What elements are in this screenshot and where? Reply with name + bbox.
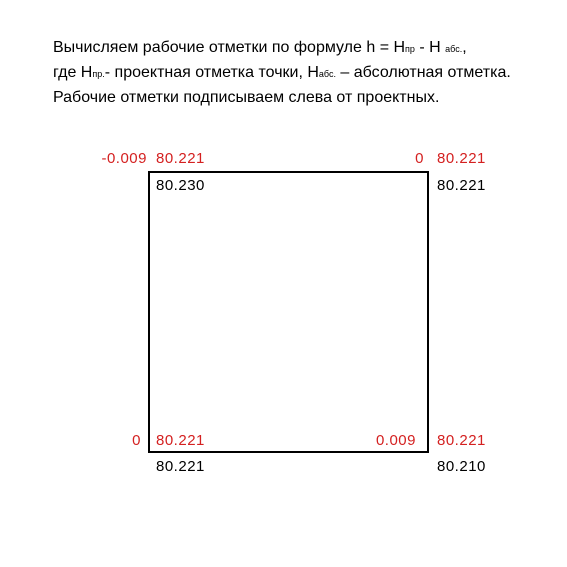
- bottom-right-working-mark: 0.009: [375, 432, 416, 449]
- top-left-working-mark: -0.009: [101, 150, 147, 167]
- top-right-working-mark: 0: [415, 150, 424, 167]
- formula-description: [53, 36, 523, 110]
- subscript-abs: абс.: [445, 44, 463, 54]
- intro-text-6: – абсолютная отметка. Рабочие отметки подписываем слева от проектных.: [53, 64, 511, 106]
- bottom-left-working-mark: 0: [132, 432, 141, 449]
- intro-text-1: Вычисляем рабочие отметки по формуле h = H: [53, 39, 406, 56]
- bottom-left-design-mark: 80.221: [156, 432, 205, 449]
- intro-text-4: где H: [53, 64, 93, 81]
- top-left-design-mark: 80.221: [156, 150, 205, 167]
- bottom-right-actual-mark: 80.210: [437, 458, 486, 475]
- top-right-design-mark: 80.221: [437, 150, 486, 167]
- grid-square: [148, 171, 429, 453]
- top-left-actual-mark: 80.230: [156, 177, 205, 194]
- intro-text-3: ,: [462, 39, 467, 56]
- bottom-right-design-mark: 80.221: [437, 432, 486, 449]
- bottom-left-actual-mark: 80.221: [156, 458, 205, 475]
- intro-text-2: - H: [414, 39, 446, 56]
- top-right-actual-mark: 80.221: [437, 177, 486, 194]
- subscript-pr: пр: [405, 44, 415, 54]
- subscript-abs-2: абс.: [318, 69, 336, 79]
- intro-text-5: - проектная отметка точки, H: [104, 64, 319, 81]
- subscript-pr-2: пр.: [92, 69, 105, 79]
